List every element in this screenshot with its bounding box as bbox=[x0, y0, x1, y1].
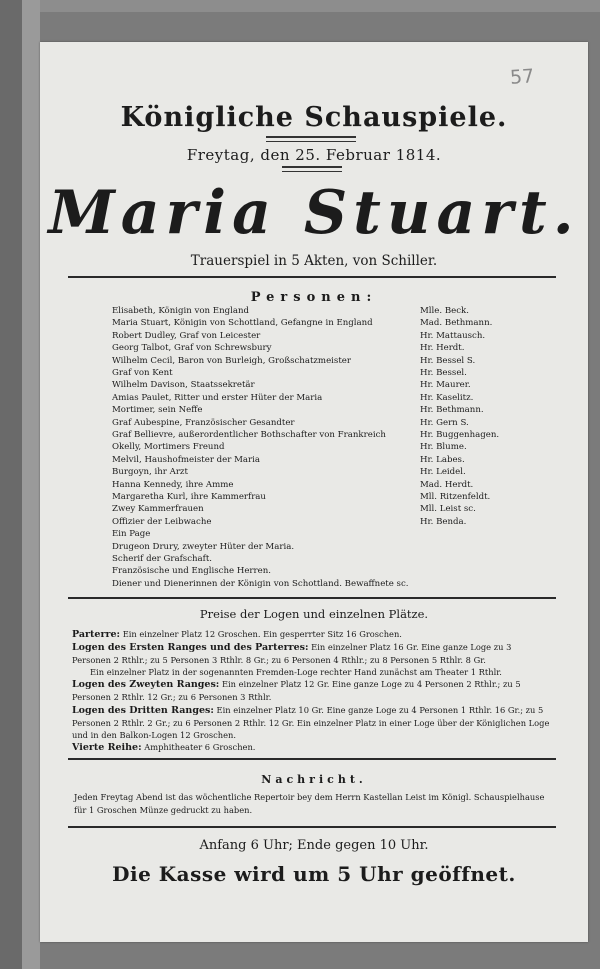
cast-role: Graf Aubespine, Französischer Gesandter bbox=[112, 417, 295, 428]
play-genre: Trauerspiel in 5 Akten, von Schiller. bbox=[190, 253, 438, 269]
margin-note: 57 bbox=[509, 65, 535, 89]
cast-role: Wilhelm Cecil, Baron von Burleigh, Großschatzmeister bbox=[112, 355, 351, 366]
cast-actor: Hr. Bethmann. bbox=[420, 405, 484, 416]
cast-role: Scherif der Grafschaft. bbox=[112, 554, 213, 564]
news-text: Jeden Freytag Abend ist das wöchentliche Repertoir bey dem Herrn Kastellan Leist im Königl. Schauspielhause für 1 Groschen Münze gedruckt zu haben. bbox=[74, 792, 545, 815]
cast-row bbox=[112, 566, 507, 578]
cast-role: Zwey Kammerfrauen bbox=[112, 504, 204, 515]
cast-row bbox=[112, 579, 507, 591]
scan-left-border bbox=[0, 0, 22, 969]
cast-row bbox=[112, 517, 507, 529]
divider bbox=[68, 597, 556, 599]
cast-role: Graf von Kent bbox=[112, 368, 173, 378]
cast-actor: Hr. Labes. bbox=[420, 454, 465, 465]
cast-actor: Mll. Ritzenfeldt. bbox=[420, 492, 491, 502]
cast-role: Melvil, Haushofmeister der Maria bbox=[112, 454, 261, 465]
cast-role: Französische und Englische Herren. bbox=[112, 566, 271, 577]
cast-row bbox=[112, 455, 507, 467]
cast-role: Robert Dudley, Graf von Leicester bbox=[112, 330, 261, 341]
cast-actor: Hr. Herdt. bbox=[420, 343, 465, 354]
cast-actor: Mlle. Beck. bbox=[420, 306, 469, 316]
prices-block bbox=[72, 628, 552, 754]
cast-actor: Mad. Bethmann. bbox=[420, 318, 493, 329]
divider bbox=[68, 276, 556, 278]
cast-row bbox=[112, 343, 507, 355]
cast-actor: Hr. Leidel. bbox=[420, 467, 466, 478]
cast-role: Ein Page bbox=[112, 529, 151, 540]
cast-actor: Hr. Gern S. bbox=[420, 417, 469, 428]
start-time: Anfang 6 Uhr; Ende gegen 10 Uhr. bbox=[199, 838, 429, 853]
cast-actor: Hr. Benda. bbox=[420, 516, 467, 527]
cast-row bbox=[112, 306, 507, 318]
cast-row bbox=[112, 467, 507, 479]
cast-row bbox=[112, 442, 507, 454]
personen-heading: Personen: bbox=[250, 290, 378, 305]
cast-actor: Hr. Maurer. bbox=[420, 380, 471, 391]
cast-role: Burgoyn, ihr Arzt bbox=[112, 467, 188, 478]
cast-row bbox=[112, 380, 507, 392]
price-parterre: Parterre: Ein einzelner Platz 12 Groschen. Ein gesperrter Sitz 16 Groschen. bbox=[72, 629, 402, 640]
divider bbox=[68, 758, 556, 760]
news-heading: Nachricht. bbox=[261, 773, 367, 786]
cast-actor: Mll. Leist sc. bbox=[420, 504, 476, 515]
prices-heading: Preise der Logen und einzelnen Plätze. bbox=[199, 607, 429, 621]
cast-role: Maria Stuart, Königin von Schottland, Gefangne in England bbox=[112, 318, 373, 329]
ornament-rule bbox=[266, 136, 356, 142]
cast-actor: Hr. Kaselitz. bbox=[420, 392, 474, 403]
performance-date: Freytag, den 25. Februar 1814. bbox=[186, 146, 442, 164]
cast-row bbox=[112, 504, 507, 516]
theatre-name: Königliche Schauspiele. bbox=[120, 102, 508, 133]
cast-row bbox=[112, 393, 507, 405]
cast-actor: Hr. Blume. bbox=[420, 442, 467, 453]
cast-actor: Hr. Buggenhagen. bbox=[420, 430, 500, 440]
cast-row bbox=[112, 356, 507, 368]
cast-actor: Hr. Mattausch. bbox=[420, 330, 486, 341]
cast-row bbox=[112, 368, 507, 380]
cast-role: Georg Talbot, Graf von Schrewsbury bbox=[112, 343, 272, 354]
cast-role: Hanna Kennedy, ihre Amme bbox=[112, 479, 234, 490]
cast-row bbox=[112, 430, 507, 442]
cast-row bbox=[112, 480, 507, 492]
cast-row bbox=[112, 318, 507, 330]
price-third-rank: Logen des Dritten Ranges: Ein einzelner Platz 10 Gr. Eine ganze Loge zu 4 Personen 1 Rthlr. 16 Gr.; zu 5 Personen 2 Rthlr. 2 Gr.; zu 6 Personen 2 Rthlr. 12 Gr. Ein einzelner Platz in einer Loge über der Königlichen Loge und in den Balkon-Logen 12 Groschen. bbox=[72, 704, 550, 740]
cast-actor: Mad. Herdt. bbox=[420, 479, 474, 490]
cast-role: Mortimer, sein Neffe bbox=[112, 405, 203, 416]
cast-row bbox=[112, 418, 507, 430]
cast-role: Margaretha Kurl, ihre Kammerfrau bbox=[112, 492, 266, 502]
cast-row bbox=[112, 529, 507, 541]
price-fourth-row: Vierte Reihe: Amphitheater 6 Groschen. bbox=[72, 741, 256, 753]
scan-top-border bbox=[0, 0, 600, 12]
divider bbox=[68, 826, 556, 828]
cast-role: Amias Paulet, Ritter und erster Hüter der Maria bbox=[112, 392, 323, 403]
cast-row bbox=[112, 331, 507, 343]
cast-row bbox=[112, 405, 507, 417]
cast-row bbox=[112, 542, 507, 554]
price-first-rank: Logen des Ersten Ranges und des Parterres: Ein einzelner Platz 16 Gr. Eine ganze Loge zu 3 Personen 2 Rthlr.; zu 5 Personen 3 Rthlr. 8 Gr.; zu 6 Personen 4 Rthlr.; zu 8 Personen 5 Rthlr. 8 Gr. bbox=[72, 642, 512, 666]
cast-row bbox=[112, 492, 507, 504]
cast-role: Wilhelm Davison, Staatssekretär bbox=[112, 380, 255, 391]
scan-margin bbox=[22, 0, 40, 969]
cast-actor: Hr. Bessel. bbox=[420, 368, 467, 378]
ornament-rule-small bbox=[282, 166, 342, 172]
box-office-opening: Die Kasse wird um 5 Uhr geöffnet. bbox=[112, 862, 516, 886]
cast-role: Offizier der Leibwache bbox=[112, 516, 212, 527]
cast-actor: Hr. Bessel S. bbox=[420, 355, 476, 366]
cast-role: Elisabeth, Königin von England bbox=[112, 306, 250, 316]
cast-role: Drugeon Drury, zweyter Hüter der Maria. bbox=[112, 541, 295, 552]
cast-role: Okelly, Mortimers Freund bbox=[112, 442, 225, 453]
cast-role: Graf Bellievre, außerordentlicher Bothschafter von Frankreich bbox=[112, 430, 386, 440]
price-foreigners-box: Ein einzelner Platz in der sogenannten Fremden-Loge rechter Hand zunächst am Theater 1 Rthlr. bbox=[90, 667, 502, 678]
cast-role: Diener und Dienerinnen der Königin von Schottland. Bewaffnete sc. bbox=[112, 578, 409, 589]
price-second-rank: Logen des Zweyten Ranges: Ein einzelner Platz 12 Gr. Eine ganze Loge zu 4 Personen 2 Rthlr.; zu 5 Personen 2 Rthlr. 12 Gr.; zu 6 Personen 3 Rthlr. bbox=[72, 679, 521, 703]
cast-row bbox=[112, 554, 507, 566]
play-title: Maria Stuart. bbox=[48, 178, 580, 248]
